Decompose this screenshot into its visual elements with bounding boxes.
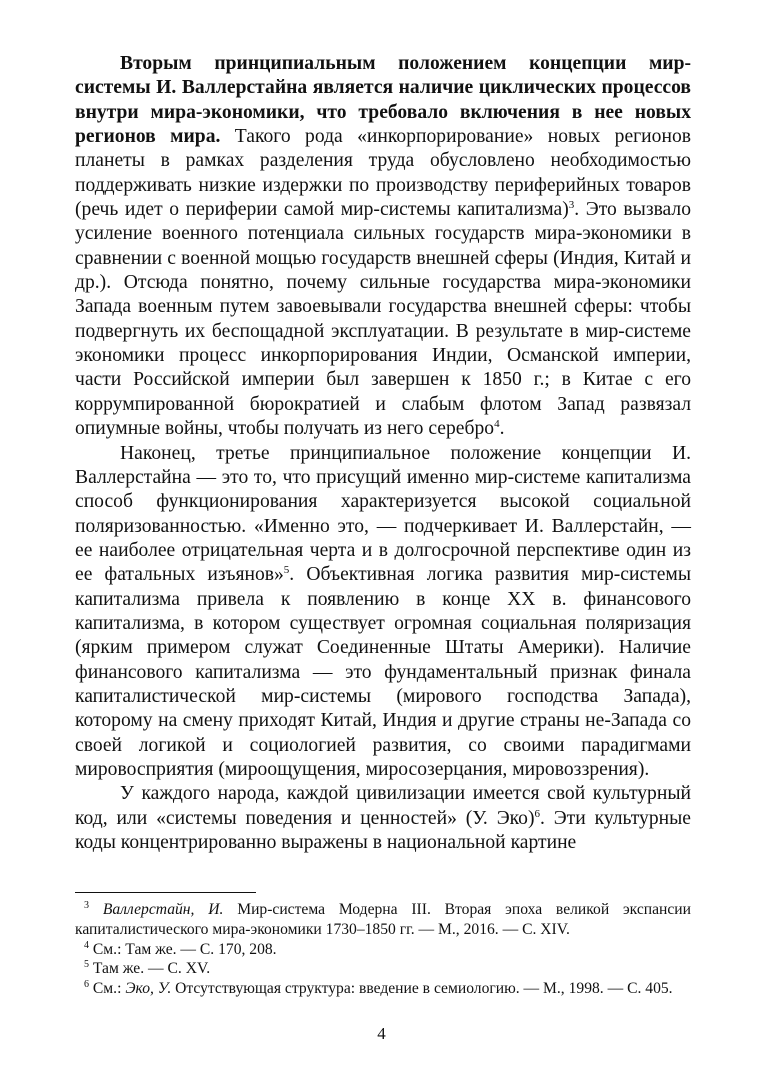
- paragraph-1-bold-lead: Вторым принципиальным положением концепции мир-системы И. Валлерстайна является наличие циклических процессов внутри мира-экономики, что требовало включения в нее новых регионов мира.: [75, 53, 691, 148]
- footnote-ref-3[interactable]: 3: [568, 199, 575, 212]
- footnote-text: См.: Там же. — С. 170, 208.: [92, 940, 277, 958]
- footnote-number: 5: [84, 959, 89, 971]
- footnote-text: Там же. — С. XV.: [92, 960, 211, 978]
- paragraph-3: [75, 782, 691, 855]
- footnote-4: [75, 940, 691, 960]
- footnote-ref-6[interactable]: 6: [534, 807, 540, 820]
- footnote-number: 3: [84, 900, 89, 911]
- paragraph-3-text-a: У каждого народа, каждой цивилизации имеется свой культурный код, или «системы поведения и ценностей» (У. Эко): [75, 783, 691, 829]
- footnote-5: [75, 959, 691, 979]
- paragraph-1-text-b: . Это вызвало усиление военного потенциала сильных государств мира-экономики в сравнении с военной мощью государств внешней сферы (Индия, Китай и др.). Отсюда понятно, почему сильные государства мира-экономики Запада военным путем завоевывали государства внешней сферы: чтобы подвергнуть их беспощадной эксплуатации. В результате в мир-системе экономики процесс инкорпорирования Индии, Османской империи, части Российской империи был завершен к 1850 г.; в Китае с его коррумпированной бюрократией и слабым флотом Запад развязал опиумные войны, чтобы получать из него серебро: [75, 199, 691, 440]
- footnotes: [75, 900, 691, 999]
- footnote-number: 6: [84, 979, 89, 991]
- footnote-author: Валлерстайн, И.: [102, 901, 224, 918]
- footnote-author: Эко, У.: [125, 980, 172, 998]
- page-number: 4: [377, 1024, 386, 1043]
- footnote-separator: [75, 892, 256, 893]
- paragraph-2-text-b: . Объективная логика развития мир-системы капитализма привела к появлению в конце XX в. финансового капитализма, в котором существует огромная социальная поляризация (ярким примером служат Соединенные Штаты Америки). Наличие финансового капитализма — это фундаментальный признак финала капиталистической мир-системы (мирового господства Запада), которому на смену приходят Китай, Индия и другие страны не-Запада со своей логикой и социологией развития, со своими парадигмами мировосприятия (мироощущения, миросозерцания, мировоззрения).: [75, 564, 691, 780]
- footnote-ref-4[interactable]: 4: [494, 418, 500, 431]
- footnote-text: Мир-система Модерна III. Вторая эпоха великой экспансии капиталистического мира-экономики 1730–1850 гг. — М., 2016. — С. XIV.: [75, 901, 691, 938]
- body-text: [75, 52, 691, 855]
- footnote-ref-5[interactable]: 5: [283, 564, 290, 577]
- paragraph-2-text-a: Наконец, третье принципиальное положение концепции И. Валлерстайна — это то, что присущий именно мир-системе капитализма способ функционирования характеризуется высокой социальной поляризованностью. «Именно это, — подчеркивает И. Валлерстайн, — ее наиболее отрицательная черта и в долгосрочной перспективе один из ее фатальных изъянов»: [75, 442, 691, 586]
- footnote-6: [75, 979, 691, 999]
- paragraph-1-text-c: .: [499, 418, 505, 440]
- footnote-3: [75, 900, 691, 940]
- paragraph-1: [75, 52, 691, 442]
- paragraph-3-text-b: . Эти культурные коды концентрированно выражены в национальной картине: [75, 807, 691, 853]
- paragraph-1-text-a: Такого рода «инкорпорирование» новых регионов планеты в рамках разделения труда обусловлено необходимостью поддерживать низкие издержки по производству периферийных товаров (речь идет о периферии самой мир-системы капитализма): [75, 126, 691, 221]
- footnote-prefix: См.:: [92, 980, 126, 998]
- footnote-text: Отсутствующая структура: введение в семиологию. — М., 1998. — С. 405.: [171, 980, 673, 998]
- paragraph-2: [75, 442, 691, 783]
- footnote-number: 4: [84, 939, 89, 951]
